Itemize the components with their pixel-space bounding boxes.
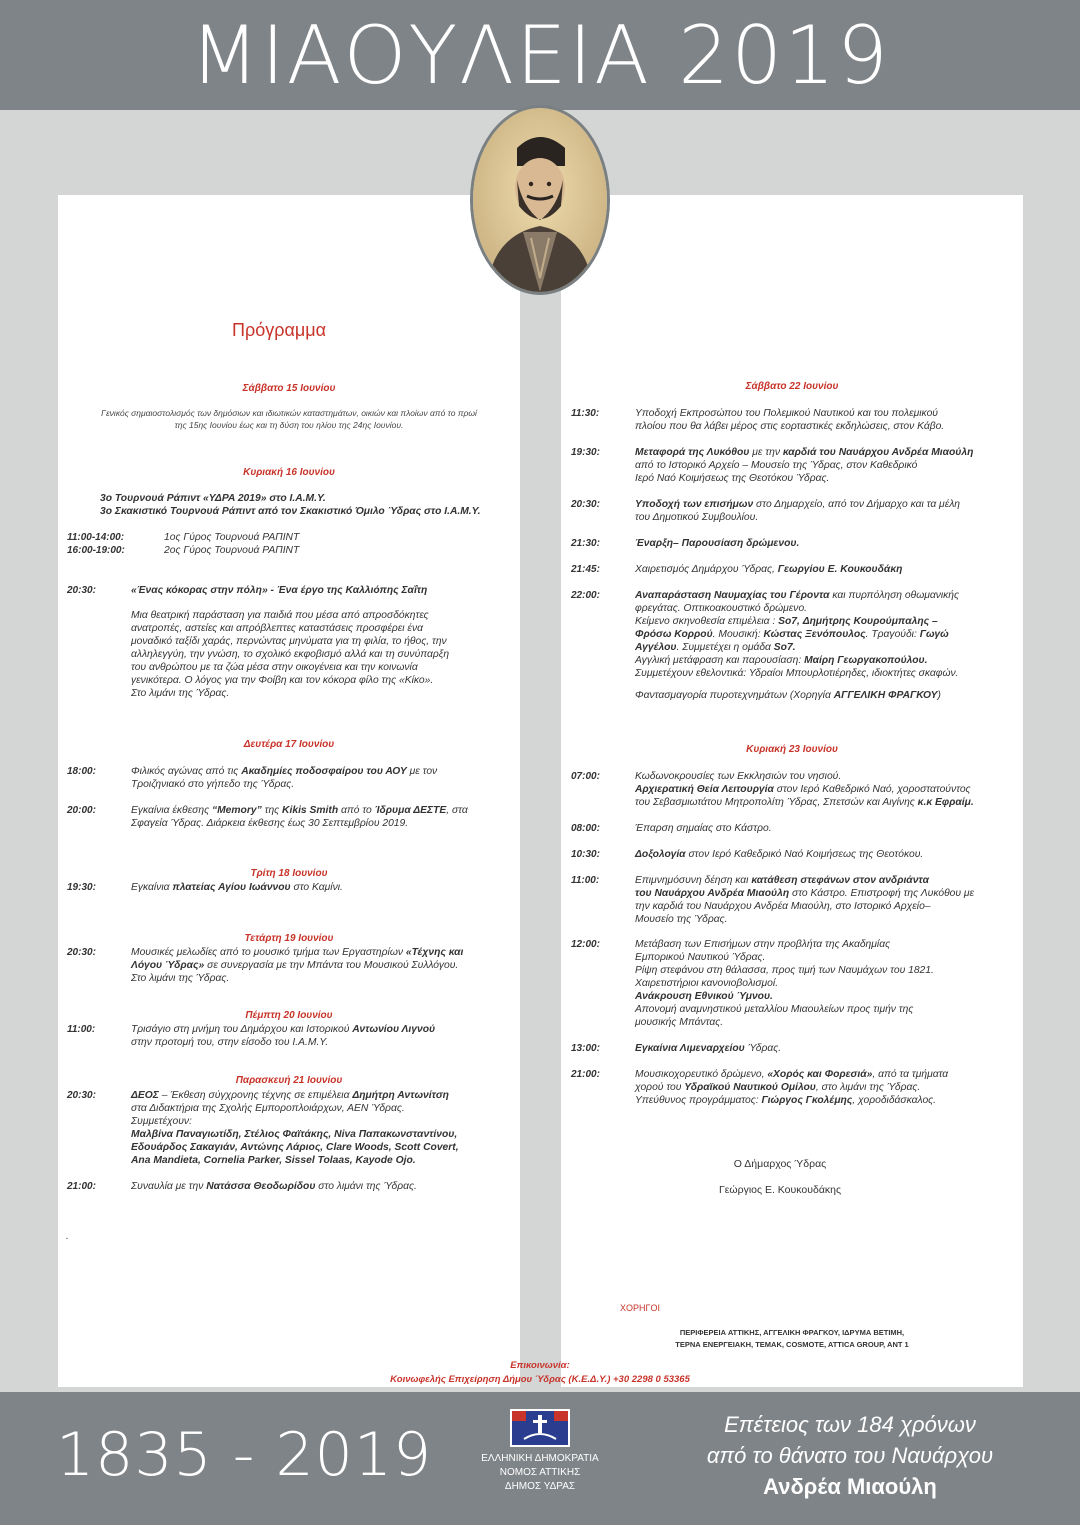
- time-label: 13:00:: [571, 1043, 600, 1054]
- entry-text: Δοξολογία στον Ιερό Καθεδρικό Ναό Κοιμήσεως της Θεοτόκου.: [635, 849, 924, 860]
- admiral-portrait-icon: [470, 105, 610, 295]
- time-label: 11:00:: [571, 875, 600, 886]
- time-label: 21:30:: [571, 538, 600, 549]
- org-line-3: ΔΗΜΟΣ ΥΔΡΑΣ: [504, 1481, 576, 1492]
- entry-text: Αναπαράσταση Ναυμαχίας του Γέροντα και πυρπόληση οθωμανικής φρεγάτας. Οπτικοακουστικό δρώμενο. Κείμενο σκηνοθεσία επιμέλεια : So7, Δημήτρης Κουρούμπαλης – Φρόσω Κορρού. Μουσική: Κώστας Ξενόπουλος. Τραγούδι: Γωγώ Αγγέλου. Συμμετέχει η ομάδα So7. Αγγλική μετάφραση και παρουσίαση: Μαίρη Γεωργακοπούλου. Συμμετέχουν εθελοντικά: Υδραίοι Μπουρλοτιέρηδες, ιδιοκτήτες σκαφών. Φαντασμαγορία πυροτεχνημάτων (Χορηγία ΑΓΓΕΛΙΚΗ ΦΡΑΓΚΟΥ): [635, 590, 960, 701]
- entry-title: «Ένας κόκορας στην πόλη» - Ένα έργο της Καλλιόπης Σαΐτη: [131, 585, 428, 596]
- day-heading-sat15: Σάββατο 15 Ιουνίου: [242, 383, 336, 394]
- anniversary-line-2: από το θάνατο του Ναυάρχου: [706, 1443, 994, 1468]
- time-label: 11:00-14:00:: [67, 532, 125, 543]
- entry-text: Μεταφορά της Λυκόθου με την καρδιά του Ναυάρχου Ανδρέα Μιαούλη από το Ιστορικό Αρχείο – Μουσείο της Ύδρας, στον Καθεδρικό Ιερό Ναό Κοιμήσεως της Θεοτόκου Ύδρας.: [635, 447, 974, 484]
- time-label: 16:00-19:00:: [67, 545, 125, 556]
- org-line-1: ΕΛΛΗΝΙΚΗ ΔΗΜΟΚΡΑΤΙΑ: [481, 1453, 599, 1464]
- entry-text: Εγκαίνια πλατείας Αγίου Ιωάννου στο Καμίνι.: [131, 882, 343, 893]
- chess-headline-1: 3ο Τουρνουά Ράπιντ «ΥΔΡΑ 2019» στο Ι.Α.Μ.Υ.: [100, 493, 326, 504]
- day-heading-sun16: Κυριακή 16 Ιουνίου: [243, 467, 335, 478]
- day-heading-sat22: Σάββατο 22 Ιουνίου: [745, 381, 839, 392]
- time-label: 12:00:: [571, 939, 600, 950]
- time-label: 19:30:: [67, 882, 96, 893]
- program-heading: Πρόγραμμα: [232, 320, 327, 340]
- entry-text: Χαιρετισμός Δημάρχου Ύδρας, Γεωργίου Ε. Κουκουδάκη: [635, 564, 903, 575]
- time-label: 20:30:: [67, 1090, 96, 1101]
- time-label: 20:00:: [67, 805, 96, 816]
- page-title: ΜΙΑΟΥΛΕΙΑ 2019: [190, 9, 890, 102]
- time-label: 07:00:: [571, 771, 600, 782]
- sponsors-list: ΠΕΡΙΦΕΡΕΙΑ ΑΤΤΙΚΗΣ, ΑΓΓΕΛΙΚΗ ΦΡΑΓΚΟΥ, ΙΔΡΥΜΑ ΒΕΤΙΜΗ, ΤΕΡΝΑ ΕΝΕΡΓΕΙΑΚΗ, ΤΕΜΑΚ, COSMOTE, ATTICA GROUP, ANT 1: [675, 1328, 909, 1349]
- contact-label: Επικοινωνία:: [510, 1360, 570, 1371]
- entry-text: Έπαρση σημαίας στο Κάστρο.: [635, 823, 772, 834]
- anniversary-line-3: Ανδρέα Μιαούλη: [763, 1474, 937, 1499]
- entry-text: Φιλικός αγώνας από τις Ακαδημίες ποδοσφαίρου του ΑΟΥ με τον Τροιζηνιακό στο γήπεδο της Ύδρας.: [131, 766, 438, 790]
- chess-headline-2: 3ο Σκακιστικό Τουρνουά Ράπιντ από τον Σκακιστικό Όμιλο Ύδρας στο Ι.Α.Μ.Υ.: [100, 506, 481, 517]
- municipality-emblem-icon: [510, 1409, 570, 1447]
- entry-text: 2ος Γύρος Τουρνουά ΡΑΠΙΝΤ: [164, 545, 300, 556]
- mayor-name: Γεώργιος Ε. Κουκουδάκης: [718, 1184, 842, 1196]
- entry-text: Μουσικές μελωδίες από το μουσικό τμήμα των Εργαστηρίων «Τέχνης και Λόγου Ύδρας» σε συνεργασία με την Μπάντα του Μουσικού Συλλόγου. Στο λιμάνι της Ύδρας.: [131, 947, 464, 984]
- entry-text: Έναρξη– Παρουσίαση δρώμενου.: [635, 538, 800, 549]
- footer-years: 1835 - 2019: [56, 1420, 433, 1490]
- time-label: 20:30:: [67, 585, 96, 596]
- day-heading-wed19: Τετάρτη 19 Ιουνίου: [244, 933, 334, 944]
- day-heading-tue18: Τρίτη 18 Ιουνίου: [250, 868, 328, 879]
- time-label: 11:00:: [67, 1024, 96, 1035]
- entry-text: 1ος Γύρος Τουρνουά ΡΑΠΙΝΤ: [164, 532, 300, 543]
- entry-text: Τρισάγιο στη μνήμη του Δημάρχου και Ιστορικού Αντωνίου Λιγνού στην προτομή του, στην είσοδο του Ι.Α.Μ.Υ.: [131, 1024, 436, 1048]
- entry-text: Εγκαίνια έκθεσης “Memory” της Kikis Smith από το Ίδρυμα ΔΕΣΤΕ, στα Σφαγεία Ύδρας. Διάρκεια έκθεσης έως 30 Σεπτεμβρίου 2019.: [131, 805, 468, 829]
- entry-text: Μετάβαση των Επισήμων στην προβλήτα της Ακαδημίας Εμπορικού Ναυτικού Ύδρας. Ρίψη στεφάνου στη θάλασσα, προς τιμή των Ναυμάχων του 1821. Χαιρετιστήριοι κανονιοβολισμοί. Ανάκρουση Εθνικού Ύμνου. Απονομή αναμνηστικού μεταλλίου Μιαουλείων προς τιμήν της μουσικής Μπάντας.: [635, 939, 934, 1028]
- org-line-2: ΝΟΜΟΣ ΑΤΤΙΚΗΣ: [499, 1467, 581, 1478]
- stray-dot: .: [66, 1231, 69, 1242]
- contact-text: Κοινωφελής Επιχείρηση Δήμου Ύδρας (Κ.Ε.Δ.Υ.) +30 2298 0 53365: [390, 1374, 690, 1385]
- day-heading-mon17: Δευτέρα 17 Ιουνίου: [243, 739, 335, 750]
- entry-text: Κωδωνοκρουσίες των Εκκλησιών του νησιού. Αρχιερατική Θεία Λειτουργία στον Ιερό Καθεδρικό Ναό, χοροστατούντος του Σεβασμιωτάτου Μητροπολίτη Ύδρας, Σπετσών και Αιγίνης κ.κ Εφραίμ.: [635, 771, 974, 808]
- entry-text: Συναυλία με την Νατάσσα Θεοδωρίδου στο λιμάνι της Ύδρας.: [131, 1181, 417, 1192]
- time-label: 10:30:: [571, 849, 600, 860]
- day-heading-fri21: Παρασκευή 21 Ιουνίου: [235, 1075, 343, 1086]
- entry-text: Εγκαίνια Λιμεναρχείου Ύδρας.: [635, 1043, 782, 1054]
- time-label: 20:30:: [571, 499, 600, 510]
- sponsors-label: ΧΟΡΗΓΟΙ: [620, 1303, 660, 1313]
- time-label: 20:30:: [67, 947, 96, 958]
- anniversary-line-1: Επέτειος των 184 χρόνων: [724, 1412, 976, 1437]
- time-label: 11:30:: [571, 408, 600, 419]
- entry-text: ΔΕΟΣ – Έκθεση σύγχρονης τέχνης σε επιμέλεια Δημήτρη Αντωνίτση στα Διδακτήρια της Σχολής Εμποροπλοιάρχων, ΑΕΝ Ύδρας. Συμμετέχουν: Μαλβίνα Παναγιωτίδη, Στέλιος Φαϊτάκης, Niva Παπακωνσταντίνου, Εδουάρδος Σακαγιάν, Αντώνης Λάριος, Clare Woods, Scott Covert, Ana Mandieta, Cornelia Parker, Sissel Tolaas, Kayode Ojo.: [131, 1090, 459, 1166]
- entry-description: Μια θεατρική παράσταση για παιδιά που μέσα από απροσδόκητες ανατροπές, αστείες και απρόβλεπτες καταστάσεις προσφέρει ένα μοναδικό ταξίδι χαράς, περνώντας μηνύματα για τη φιλία, το ήθος, την αλληλεγγύη, την γνώση, το σχολικό εκφοβισμό αλλά και τη συνύπαρξη του ανθρώπου με τα ζώα μέσα στην οικογένεια και την κοινωνία γενικότερα. Ο λόγος για την Φοίβη και τον κόκορα φίλο της «Κίκο». Στο λιμάνι της Ύδρας.: [131, 610, 450, 699]
- time-label: 18:00:: [67, 766, 96, 777]
- left-column-panel: [58, 195, 520, 1387]
- time-label: 22:00:: [571, 590, 600, 601]
- time-label: 21:00:: [571, 1069, 600, 1080]
- flag-decoration-note: Γενικός σημαιοστολισμός των δημόσιων και ιδιωτικών καταστημάτων, οικιών και πλοίων από το πρωί της 15ης Ιουνίου έως και τη δύση του ηλίου της 24ης Ιουνίου.: [101, 408, 477, 430]
- entry-text: Επιμνημόσυνη δέηση και κατάθεση στεφάνων στον ανδριάντα του Ναυάρχου Ανδρέα Μιαούλη στο Κάστρο. Επιστροφή της Λυκόθου με την καρδιά του Ναυάρχου Ανδρέα Μιαούλη, στο Ιστορικό Αρχείο– Μουσείο της Ύδρας.: [635, 875, 975, 925]
- entry-text: Μουσικοχορευτικό δρώμενο, «Χορός και Φορεσιά», από τα τμήματα χορού του Υδραϊκού Ναυτικού Ομίλου, στο λιμάνι της Ύδρας. Υπεύθυνος προγράμματος: Γιώργος Γκολέμης, χοροδιδάσκαλος.: [635, 1069, 949, 1106]
- time-label: 08:00:: [571, 823, 600, 834]
- time-label: 19:30:: [571, 447, 600, 458]
- day-heading-thu20: Πέμπτη 20 Ιουνίου: [245, 1010, 333, 1021]
- time-label: 21:45:: [571, 564, 600, 575]
- day-heading-sun23: Κυριακή 23 Ιουνίου: [746, 744, 838, 755]
- time-label: 21:00:: [67, 1181, 96, 1192]
- mayor-title: Ο Δήμαρχος Ύδρας: [733, 1158, 827, 1170]
- entry-text: Υποδοχή των επισήμων στο Δημαρχείο, από τον Δήμαρχο και τα μέλη του Δημοτικού Συμβουλίου.: [635, 499, 961, 523]
- entry-text: Υποδοχή Εκπροσώπου του Πολεμικού Ναυτικού και του πολεμικού πλοίου που θα λάβει μέρος στις εορταστικές εκδηλώσεις, στον Κάβο.: [635, 408, 945, 432]
